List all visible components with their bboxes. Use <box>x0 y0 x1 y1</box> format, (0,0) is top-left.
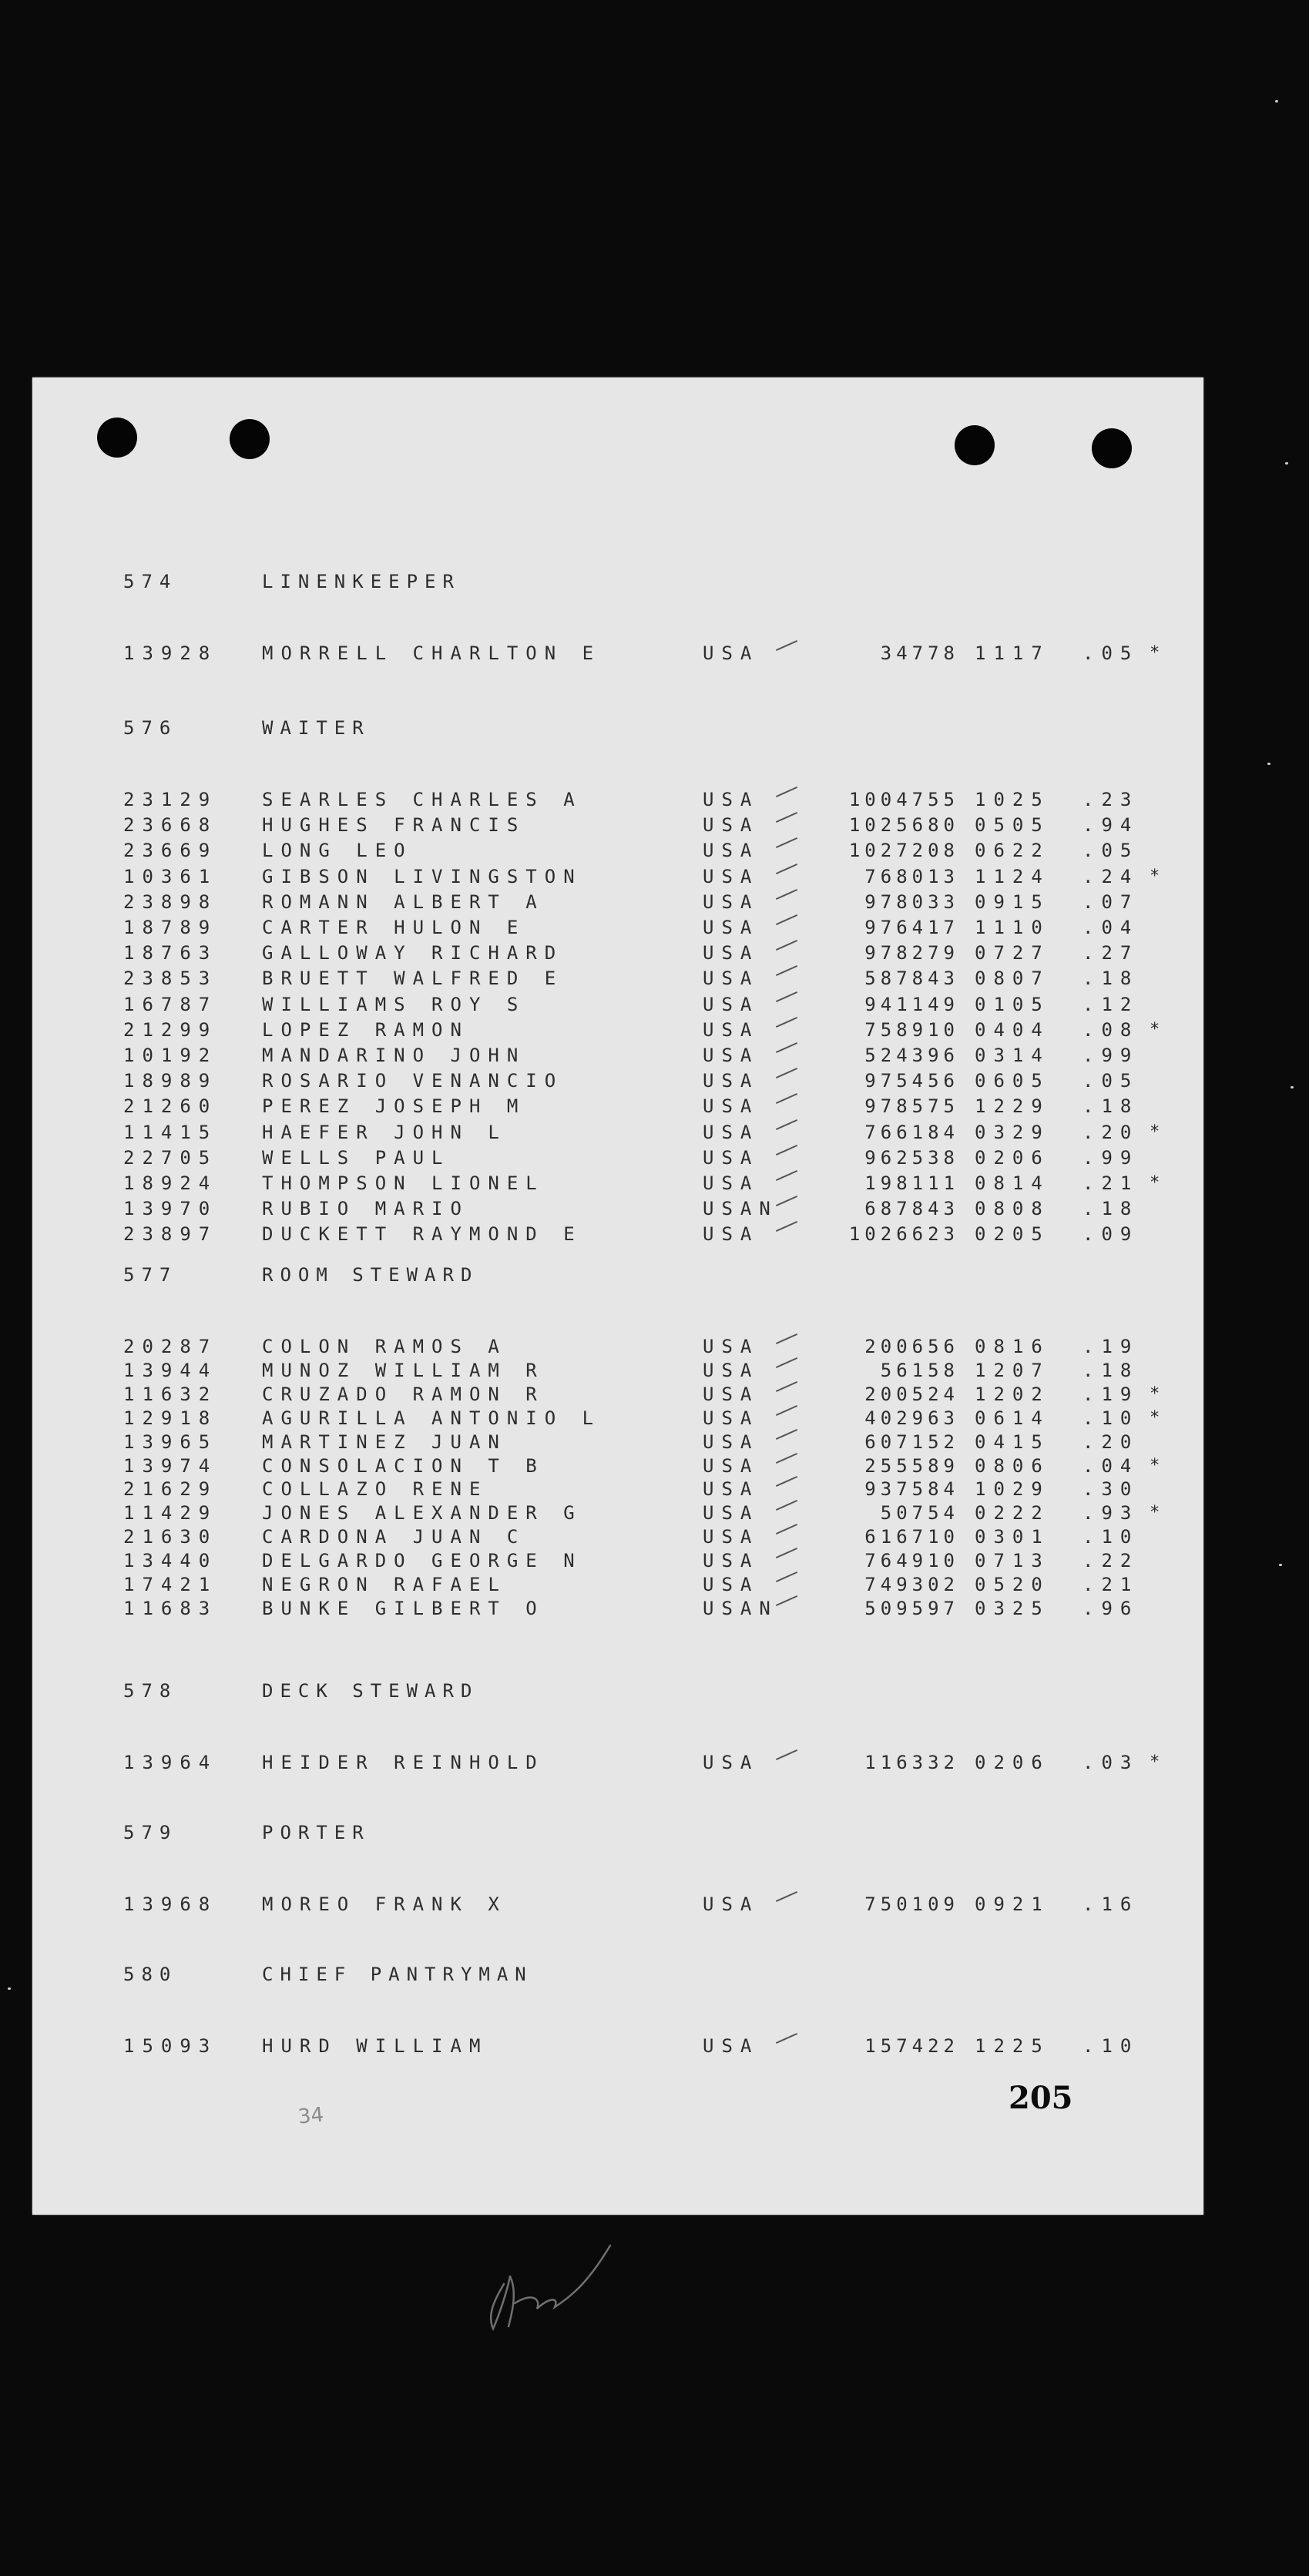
section-code: 577 <box>123 1264 178 1286</box>
crew-num: 10361 <box>123 865 218 887</box>
crew-cit: USA <box>703 1172 760 1194</box>
check-tick <box>776 787 797 797</box>
check-tick <box>776 1500 797 1511</box>
check-tick <box>776 1571 797 1582</box>
crew-cit: USA <box>703 1454 760 1477</box>
crew-name: COLON RAMOS A <box>262 1336 507 1357</box>
check-tick <box>776 864 797 874</box>
crew-cit: USA <box>703 1526 760 1548</box>
crew-cit: USA <box>703 968 760 990</box>
crew-ser: 157422 <box>864 2035 959 2057</box>
crew-name: MARTINEZ JUAN <box>262 1431 507 1453</box>
crew-cit: USA <box>703 1121 760 1143</box>
crew-num: 13440 <box>123 1550 218 1572</box>
crew-ser: 1025680 <box>848 814 959 837</box>
crew-rt: .23 <box>1082 789 1140 810</box>
check-tick <box>776 1196 797 1206</box>
crew-rt: .10 <box>1082 1526 1140 1548</box>
crew-ser: 402963 <box>864 1407 959 1429</box>
crew-date: 0713 <box>975 1550 1050 1572</box>
crew-rt: .08 <box>1082 1018 1140 1041</box>
crew-ser: 587843 <box>864 968 959 990</box>
crew-ser: 56158 <box>880 1359 959 1381</box>
crew-num: 11683 <box>123 1597 218 1619</box>
crew-num: 12918 <box>123 1407 218 1429</box>
check-tick <box>776 1548 797 1558</box>
check-tick <box>776 1119 797 1130</box>
crew-name: PEREZ JOSEPH M <box>262 1095 526 1118</box>
check-tick <box>776 1068 797 1078</box>
punch-hole <box>1092 428 1132 468</box>
check-tick <box>776 1042 797 1053</box>
crew-cit: USA <box>703 1893 760 1915</box>
crew-name: THOMPSON LIONEL <box>262 1172 545 1194</box>
crew-name: WILLIAMS ROY S <box>262 993 526 1015</box>
crew-ser: 962538 <box>864 1146 959 1169</box>
crew-name: MOREO FRANK X <box>262 1893 507 1915</box>
crew-name: WELLS PAUL <box>262 1146 451 1169</box>
crew-rt: .12 <box>1082 993 1140 1015</box>
crew-date: 1117 <box>975 642 1050 664</box>
crew-date: 0806 <box>975 1454 1050 1477</box>
crew-rt: .19 <box>1082 1383 1140 1405</box>
crew-num: 23129 <box>123 789 218 810</box>
crew-rt: .22 <box>1082 1550 1140 1572</box>
crew-num: 20287 <box>123 1336 218 1357</box>
crew-ser: 116332 <box>864 1752 959 1773</box>
crew-cit: USA <box>703 1336 760 1357</box>
crew-date: 1225 <box>975 2035 1050 2057</box>
crew-rt: .30 <box>1082 1478 1140 1501</box>
crew-rt: .24 <box>1082 865 1140 887</box>
crew-rt: .94 <box>1082 814 1140 837</box>
crew-cit: USA <box>703 1223 760 1246</box>
crew-rt: .07 <box>1082 891 1140 913</box>
crew-cit: USA <box>703 1431 760 1453</box>
crew-name: CRUZADO RAMON R <box>262 1383 545 1405</box>
crew-cit: USA <box>703 642 760 664</box>
check-tick <box>776 1595 797 1606</box>
crew-ser: 976417 <box>864 917 959 938</box>
crew-mark: * <box>1150 1503 1168 1523</box>
crew-num: 18989 <box>123 1070 218 1092</box>
crew-ser: 509597 <box>864 1597 959 1619</box>
crew-date: 0808 <box>975 1198 1050 1220</box>
crew-name: BUNKE GILBERT O <box>262 1597 545 1619</box>
dust-speck <box>1275 100 1278 102</box>
crew-cit: USA <box>703 814 760 837</box>
crew-rt: .03 <box>1082 1752 1140 1773</box>
section-title: ROOM STEWARD <box>262 1264 479 1286</box>
crew-date: 0816 <box>975 1336 1050 1357</box>
crew-name: HUGHES FRANCIS <box>262 814 526 837</box>
crew-date: 1025 <box>975 789 1050 810</box>
crew-num: 23897 <box>123 1223 218 1246</box>
crew-num: 16787 <box>123 993 218 1015</box>
crew-name: DUCKETT RAYMOND E <box>262 1223 582 1246</box>
crew-ser: 941149 <box>864 993 959 1015</box>
check-tick <box>776 1381 797 1392</box>
crew-ser: 978575 <box>864 1095 959 1118</box>
crew-num: 23853 <box>123 968 218 990</box>
crew-cit: USA <box>703 1407 760 1429</box>
check-tick <box>776 2033 797 2044</box>
crew-rt: .96 <box>1082 1597 1140 1619</box>
crew-rt: .18 <box>1082 1095 1140 1118</box>
check-tick <box>776 889 797 900</box>
crew-date: 1029 <box>975 1478 1050 1501</box>
crew-rt: .99 <box>1082 1146 1140 1169</box>
crew-num: 18763 <box>123 942 218 964</box>
crew-ser: 975456 <box>864 1070 959 1092</box>
crew-date: 0301 <box>975 1526 1050 1548</box>
crew-num: 11429 <box>123 1502 218 1524</box>
crew-num: 11415 <box>123 1121 218 1143</box>
crew-cit: USA <box>703 840 760 862</box>
section-code: 574 <box>123 571 178 592</box>
pencil-note: 34 <box>297 2103 325 2129</box>
crew-rt: .18 <box>1082 1198 1140 1220</box>
crew-date: 0404 <box>975 1018 1050 1041</box>
crew-name: HAEFER JOHN L <box>262 1121 507 1143</box>
crew-ser: 687843 <box>864 1198 959 1220</box>
crew-date: 1229 <box>975 1095 1050 1118</box>
crew-cit: USA <box>703 1752 760 1773</box>
section-title: CHIEF PANTRYMAN <box>262 1964 533 1985</box>
crew-mark: * <box>1150 1753 1168 1772</box>
check-tick <box>776 1891 797 1902</box>
check-tick <box>776 1357 797 1368</box>
crew-date: 0325 <box>975 1597 1050 1619</box>
crew-num: 15093 <box>123 2035 218 2057</box>
crew-ser: 607152 <box>864 1431 959 1453</box>
punch-hole <box>955 425 995 465</box>
crew-ser: 768013 <box>864 865 959 887</box>
crew-date: 0614 <box>975 1407 1050 1429</box>
crew-date: 0814 <box>975 1172 1050 1194</box>
crew-ser: 978033 <box>864 891 959 913</box>
crew-ser: 1027208 <box>848 840 959 862</box>
crew-name: HURD WILLIAM <box>262 2035 488 2057</box>
crew-num: 23669 <box>123 840 218 862</box>
crew-date: 0314 <box>975 1045 1050 1066</box>
crew-num: 23898 <box>123 891 218 913</box>
crew-ser: 758910 <box>864 1018 959 1041</box>
section-code: 580 <box>123 1964 178 1985</box>
crew-date: 1202 <box>975 1383 1050 1405</box>
crew-rt: .21 <box>1082 1172 1140 1194</box>
check-tick <box>776 1093 797 1104</box>
crew-rt: .99 <box>1082 1045 1140 1066</box>
crew-rt: .21 <box>1082 1574 1140 1595</box>
crew-name: RUBIO MARIO <box>262 1198 469 1220</box>
crew-name: GALLOWAY RICHARD <box>262 942 564 964</box>
crew-date: 0415 <box>975 1431 1050 1453</box>
crew-rt: .05 <box>1082 840 1140 862</box>
crew-date: 0727 <box>975 942 1050 964</box>
check-tick <box>776 1524 797 1535</box>
crew-mark: * <box>1150 866 1168 886</box>
crew-cit: USA <box>703 2035 760 2057</box>
crew-rt: .09 <box>1082 1223 1140 1246</box>
crew-cit: USA <box>703 865 760 887</box>
crew-name: JONES ALEXANDER G <box>262 1502 582 1524</box>
crew-date: 0206 <box>975 1146 1050 1169</box>
crew-num: 21630 <box>123 1526 218 1548</box>
section-title: PORTER <box>262 1822 371 1843</box>
section-title: WAITER <box>262 717 371 739</box>
crew-date: 0206 <box>975 1752 1050 1773</box>
crew-cit: USA <box>703 1146 760 1169</box>
crew-cit: USA <box>703 993 760 1015</box>
crew-rt: .20 <box>1082 1121 1140 1143</box>
crew-mark: * <box>1150 1455 1168 1475</box>
crew-num: 18789 <box>123 917 218 938</box>
crew-date: 0807 <box>975 968 1050 990</box>
crew-rt: .93 <box>1082 1502 1140 1524</box>
crew-cit: USA <box>703 917 760 938</box>
crew-ser: 50754 <box>880 1502 959 1524</box>
crew-date: 1110 <box>975 917 1050 938</box>
section-code: 578 <box>123 1680 178 1702</box>
crew-name: BRUETT WALFRED E <box>262 968 564 990</box>
crew-num: 22705 <box>123 1146 218 1169</box>
crew-name: LOPEZ RAMON <box>262 1018 469 1041</box>
crew-num: 21299 <box>123 1018 218 1041</box>
check-tick <box>776 914 797 925</box>
crew-mark: * <box>1150 1122 1168 1142</box>
crew-ser: 1004755 <box>848 789 959 810</box>
crew-cit: USA <box>703 942 760 964</box>
crew-num: 18924 <box>123 1172 218 1194</box>
crew-date: 0505 <box>975 814 1050 837</box>
crew-ser: 937584 <box>864 1478 959 1501</box>
section-code: 576 <box>123 717 178 739</box>
crew-name: SEARLES CHARLES A <box>262 789 582 810</box>
crew-cit: USA <box>703 1018 760 1041</box>
section-title: LINENKEEPER <box>262 571 461 592</box>
crew-num: 13968 <box>123 1893 218 1915</box>
crew-name: CARTER HULON E <box>262 917 526 938</box>
crew-cit: USA <box>703 891 760 913</box>
crew-date: 1124 <box>975 865 1050 887</box>
crew-cit: USAN <box>703 1597 778 1619</box>
crew-date: 1207 <box>975 1359 1050 1381</box>
crew-ser: 200524 <box>864 1383 959 1405</box>
crew-date: 0605 <box>975 1070 1050 1092</box>
crew-name: LONG LEO <box>262 840 413 862</box>
crew-rt: .16 <box>1082 1893 1140 1915</box>
section-code: 579 <box>123 1822 178 1843</box>
crew-num: 13965 <box>123 1431 218 1453</box>
crew-ser: 200656 <box>864 1336 959 1357</box>
crew-name: HEIDER REINHOLD <box>262 1752 545 1773</box>
section-title: DECK STEWARD <box>262 1680 479 1702</box>
check-tick <box>776 1476 797 1487</box>
crew-ser: 978279 <box>864 942 959 964</box>
crew-rt: .04 <box>1082 1454 1140 1477</box>
check-tick <box>776 640 797 651</box>
crew-name: DELGARDO GEORGE N <box>262 1550 582 1572</box>
crew-mark: * <box>1150 1384 1168 1404</box>
crew-num: 17421 <box>123 1574 218 1595</box>
crew-cit: USA <box>703 1045 760 1066</box>
crew-rt: .19 <box>1082 1336 1140 1357</box>
check-tick <box>776 1429 797 1440</box>
ledger-page <box>32 377 1203 2215</box>
check-tick <box>776 812 797 823</box>
punch-hole <box>230 419 270 459</box>
check-tick <box>776 1405 797 1416</box>
crew-date: 0520 <box>975 1574 1050 1595</box>
crew-cit: USA <box>703 1383 760 1405</box>
crew-name: ROMANN ALBERT A <box>262 891 545 913</box>
crew-name: ROSARIO VENANCIO <box>262 1070 564 1092</box>
crew-ser: 766184 <box>864 1121 959 1143</box>
check-tick <box>776 1145 797 1156</box>
crew-name: MORRELL CHARLTON E <box>262 642 602 664</box>
crew-num: 21260 <box>123 1095 218 1118</box>
crew-cit: USA <box>703 1095 760 1118</box>
crew-ser: 749302 <box>864 1574 959 1595</box>
crew-num: 11632 <box>123 1383 218 1405</box>
crew-ser: 255589 <box>864 1454 959 1477</box>
crew-mark: * <box>1150 1407 1168 1427</box>
crew-num: 13928 <box>123 642 218 664</box>
crew-date: 0622 <box>975 840 1050 862</box>
check-tick <box>776 1017 797 1028</box>
crew-num: 13944 <box>123 1359 218 1381</box>
crew-num: 13970 <box>123 1198 218 1220</box>
crew-name: AGURILLA ANTONIO L <box>262 1407 602 1429</box>
dust-speck <box>1291 1086 1294 1088</box>
crew-cit: USA <box>703 1550 760 1572</box>
crew-name: MANDARINO JOHN <box>262 1045 526 1066</box>
page-number: 205 <box>1009 2080 1073 2116</box>
check-tick <box>776 940 797 951</box>
crew-rt: .27 <box>1082 942 1140 964</box>
crew-rt: .10 <box>1082 2035 1140 2057</box>
check-tick <box>776 1452 797 1463</box>
check-tick <box>776 1333 797 1344</box>
crew-ser: 34778 <box>880 642 959 664</box>
crew-ser: 524396 <box>864 1045 959 1066</box>
crew-cit: USAN <box>703 1198 778 1220</box>
dust-speck <box>1279 1564 1282 1566</box>
punch-hole <box>97 418 137 458</box>
crew-ser: 198111 <box>864 1172 959 1194</box>
crew-date: 0205 <box>975 1223 1050 1246</box>
crew-ser: 764910 <box>864 1550 959 1572</box>
crew-cit: USA <box>703 1478 760 1501</box>
crew-mark: * <box>1150 1019 1168 1039</box>
crew-date: 0105 <box>975 993 1050 1015</box>
check-tick <box>776 965 797 976</box>
handwritten-signature <box>464 1980 664 2550</box>
crew-ser: 616710 <box>864 1526 959 1548</box>
crew-num: 13974 <box>123 1454 218 1477</box>
dust-speck <box>1267 763 1270 765</box>
crew-ser: 1026623 <box>848 1223 959 1246</box>
crew-mark: * <box>1150 1173 1168 1192</box>
crew-date: 0915 <box>975 891 1050 913</box>
crew-rt: .18 <box>1082 968 1140 990</box>
crew-num: 21629 <box>123 1478 218 1501</box>
crew-rt: .05 <box>1082 642 1140 664</box>
dust-speck <box>1285 462 1288 465</box>
crew-name: NEGRON RAFAEL <box>262 1574 507 1595</box>
crew-rt: .20 <box>1082 1431 1140 1453</box>
check-tick <box>776 1221 797 1232</box>
crew-name: MUNOZ WILLIAM R <box>262 1359 545 1381</box>
crew-cit: USA <box>703 1359 760 1381</box>
crew-num: 13964 <box>123 1752 218 1773</box>
crew-num: 10192 <box>123 1045 218 1066</box>
crew-rt: .18 <box>1082 1359 1140 1381</box>
crew-cit: USA <box>703 1070 760 1092</box>
crew-date: 0921 <box>975 1893 1050 1915</box>
check-tick <box>776 991 797 1002</box>
crew-name: GIBSON LIVINGSTON <box>262 865 582 887</box>
crew-cit: USA <box>703 789 760 810</box>
check-tick <box>776 837 797 848</box>
crew-name: CARDONA JUAN C <box>262 1526 526 1548</box>
crew-ser: 750109 <box>864 1893 959 1915</box>
crew-name: CONSOLACION T B <box>262 1454 545 1477</box>
crew-date: 0329 <box>975 1121 1050 1143</box>
crew-mark: * <box>1150 643 1168 662</box>
crew-cit: USA <box>703 1502 760 1524</box>
crew-rt: .10 <box>1082 1407 1140 1429</box>
crew-rt: .05 <box>1082 1070 1140 1092</box>
dust-speck <box>8 1987 11 1990</box>
crew-cit: USA <box>703 1574 760 1595</box>
check-tick <box>776 1170 797 1181</box>
crew-rt: .04 <box>1082 917 1140 938</box>
check-tick <box>776 1749 797 1760</box>
crew-date: 0222 <box>975 1502 1050 1524</box>
crew-name: COLLAZO RENE <box>262 1478 488 1501</box>
crew-num: 23668 <box>123 814 218 837</box>
